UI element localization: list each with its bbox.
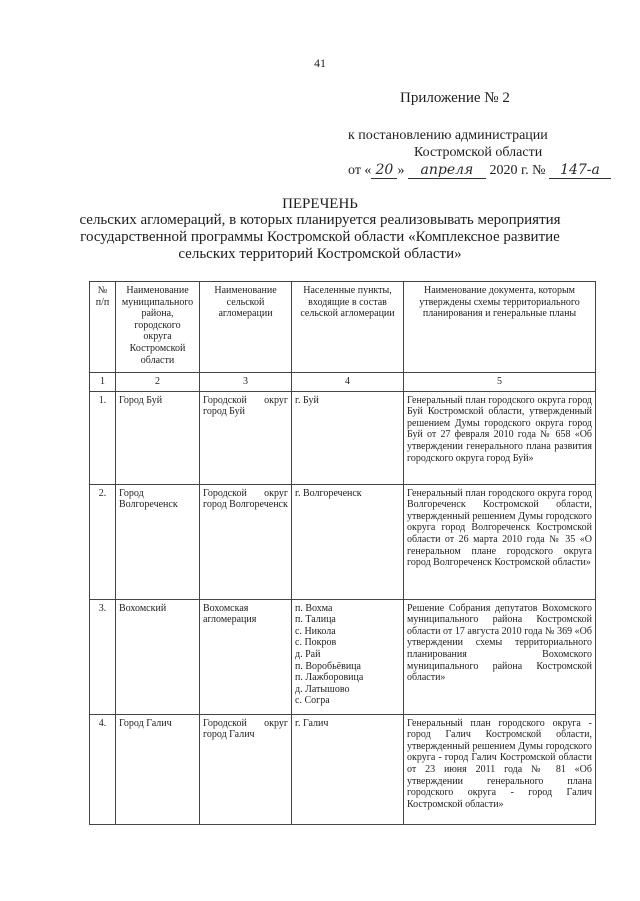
page-number: 41 — [314, 56, 326, 70]
settlement-item: п. Воробьёвица — [295, 660, 361, 672]
decree-line-2: Костромской области — [414, 145, 543, 160]
table-header-row — [90, 282, 596, 373]
decree-day: 20 — [371, 162, 397, 179]
settlement-item: с. Покров — [295, 637, 337, 649]
column-header-num: № п/п — [90, 282, 116, 373]
document-subtitle: сельских агломераций, в которых планируется реализовывать мероприятия государственной программы Костромской области «Комплексное развитие сельских территорий Костромской области» — [79, 212, 561, 262]
agglomerations-table — [89, 281, 596, 825]
column-header-district: Наименование муниципального района, городского округа Костромской области — [116, 282, 200, 373]
row-document: Генеральный план городского округа - город Галич Костромской области, утвержденный решением Думы городского округа - город Галич Костромской области от 23 июня 2011 года № 81 «Об утверждении генерального плана городского округа - город Галич Костромской области» — [404, 714, 596, 824]
column-number: 5 — [404, 373, 596, 392]
decree-date-line — [348, 162, 611, 179]
column-number: 1 — [90, 373, 116, 392]
row-document: Решение Собрания депутатов Вохомского муниципального района Костромской области от 17 августа 2010 года № 369 «Об утверждении схемы территориального планирования Вохомского муниципального района Костромской области» — [404, 599, 596, 714]
row-district: Город Буй — [116, 391, 200, 484]
column-number: 4 — [292, 373, 404, 392]
table-row — [90, 714, 596, 824]
row-settlements — [292, 391, 404, 484]
table-row — [90, 484, 596, 599]
column-number: 2 — [116, 373, 200, 392]
row-document: Генеральный план городского округа город Буй Костромской области, утвержденный решением Думы городского округа город Буй от 27 февраля 2010 года № 658 «Об утверждении генерального плана развития городского округа город Буй» — [404, 391, 596, 484]
row-settlements — [292, 484, 404, 599]
column-header-settlements: Населенные пункты, входящие в состав сельской агломерации — [292, 282, 404, 373]
row-agglomeration: Вохомская агломерация — [200, 599, 292, 714]
settlement-item: п. Лажборовица — [295, 672, 364, 684]
row-settlements — [292, 599, 404, 714]
settlement-item: г. Волгореченск — [295, 487, 362, 499]
appendix-label: Приложение № 2 — [400, 90, 510, 106]
decree-line-1: к постановлению администрации — [348, 128, 548, 143]
row-num: 4. — [90, 714, 116, 824]
column-numbers-row — [90, 373, 596, 392]
settlement-item: д. Латышово — [295, 683, 350, 695]
row-district: Вохомский — [116, 599, 200, 714]
settlement-item: д. Рай — [295, 648, 321, 660]
column-header-agglomeration: Наименование сельской агломерации — [200, 282, 292, 373]
settlement-item: г. Буй — [295, 394, 319, 406]
column-number: 3 — [200, 373, 292, 392]
settlement-item: г. Галич — [295, 717, 329, 729]
column-header-document: Наименование документа, которым утверждены схемы территориального планирования и генеральные планы — [404, 282, 596, 373]
decree-year: 2020 г. № — [489, 163, 546, 178]
row-agglomeration: Городской округ город Волгореченск — [200, 484, 292, 599]
table-row — [90, 391, 596, 484]
decree-number: 147-а — [549, 162, 611, 179]
decree-prefix: от « — [348, 163, 372, 178]
document-title: ПЕРЕЧЕНЬ — [282, 196, 358, 212]
row-num: 2. — [90, 484, 116, 599]
decree-mid: » — [397, 163, 405, 178]
settlement-item: с. Никола — [295, 625, 336, 637]
row-district: Город Волгореченск — [116, 484, 200, 599]
row-district: Город Галич — [116, 714, 200, 824]
settlement-item: п. Вохма — [295, 602, 333, 614]
row-num: 3. — [90, 599, 116, 714]
row-agglomeration: Городской округ город Галич — [200, 714, 292, 824]
table-row — [90, 599, 596, 714]
settlement-item: п. Талица — [295, 614, 336, 626]
row-document: Генеральный план городского округа город Волгореченск Костромской области, утвержденный решением Думы городского округа город Волгореченск Костромской области от 26 марта 2010 года № 35 «О генеральном плане городского округа город Волгореченск Костромской области» — [404, 484, 596, 599]
settlement-item: с. Согра — [295, 695, 330, 707]
decree-month: апреля — [408, 162, 486, 179]
row-settlements — [292, 714, 404, 824]
row-agglomeration: Городской округ город Буй — [200, 391, 292, 484]
row-num: 1. — [90, 391, 116, 484]
